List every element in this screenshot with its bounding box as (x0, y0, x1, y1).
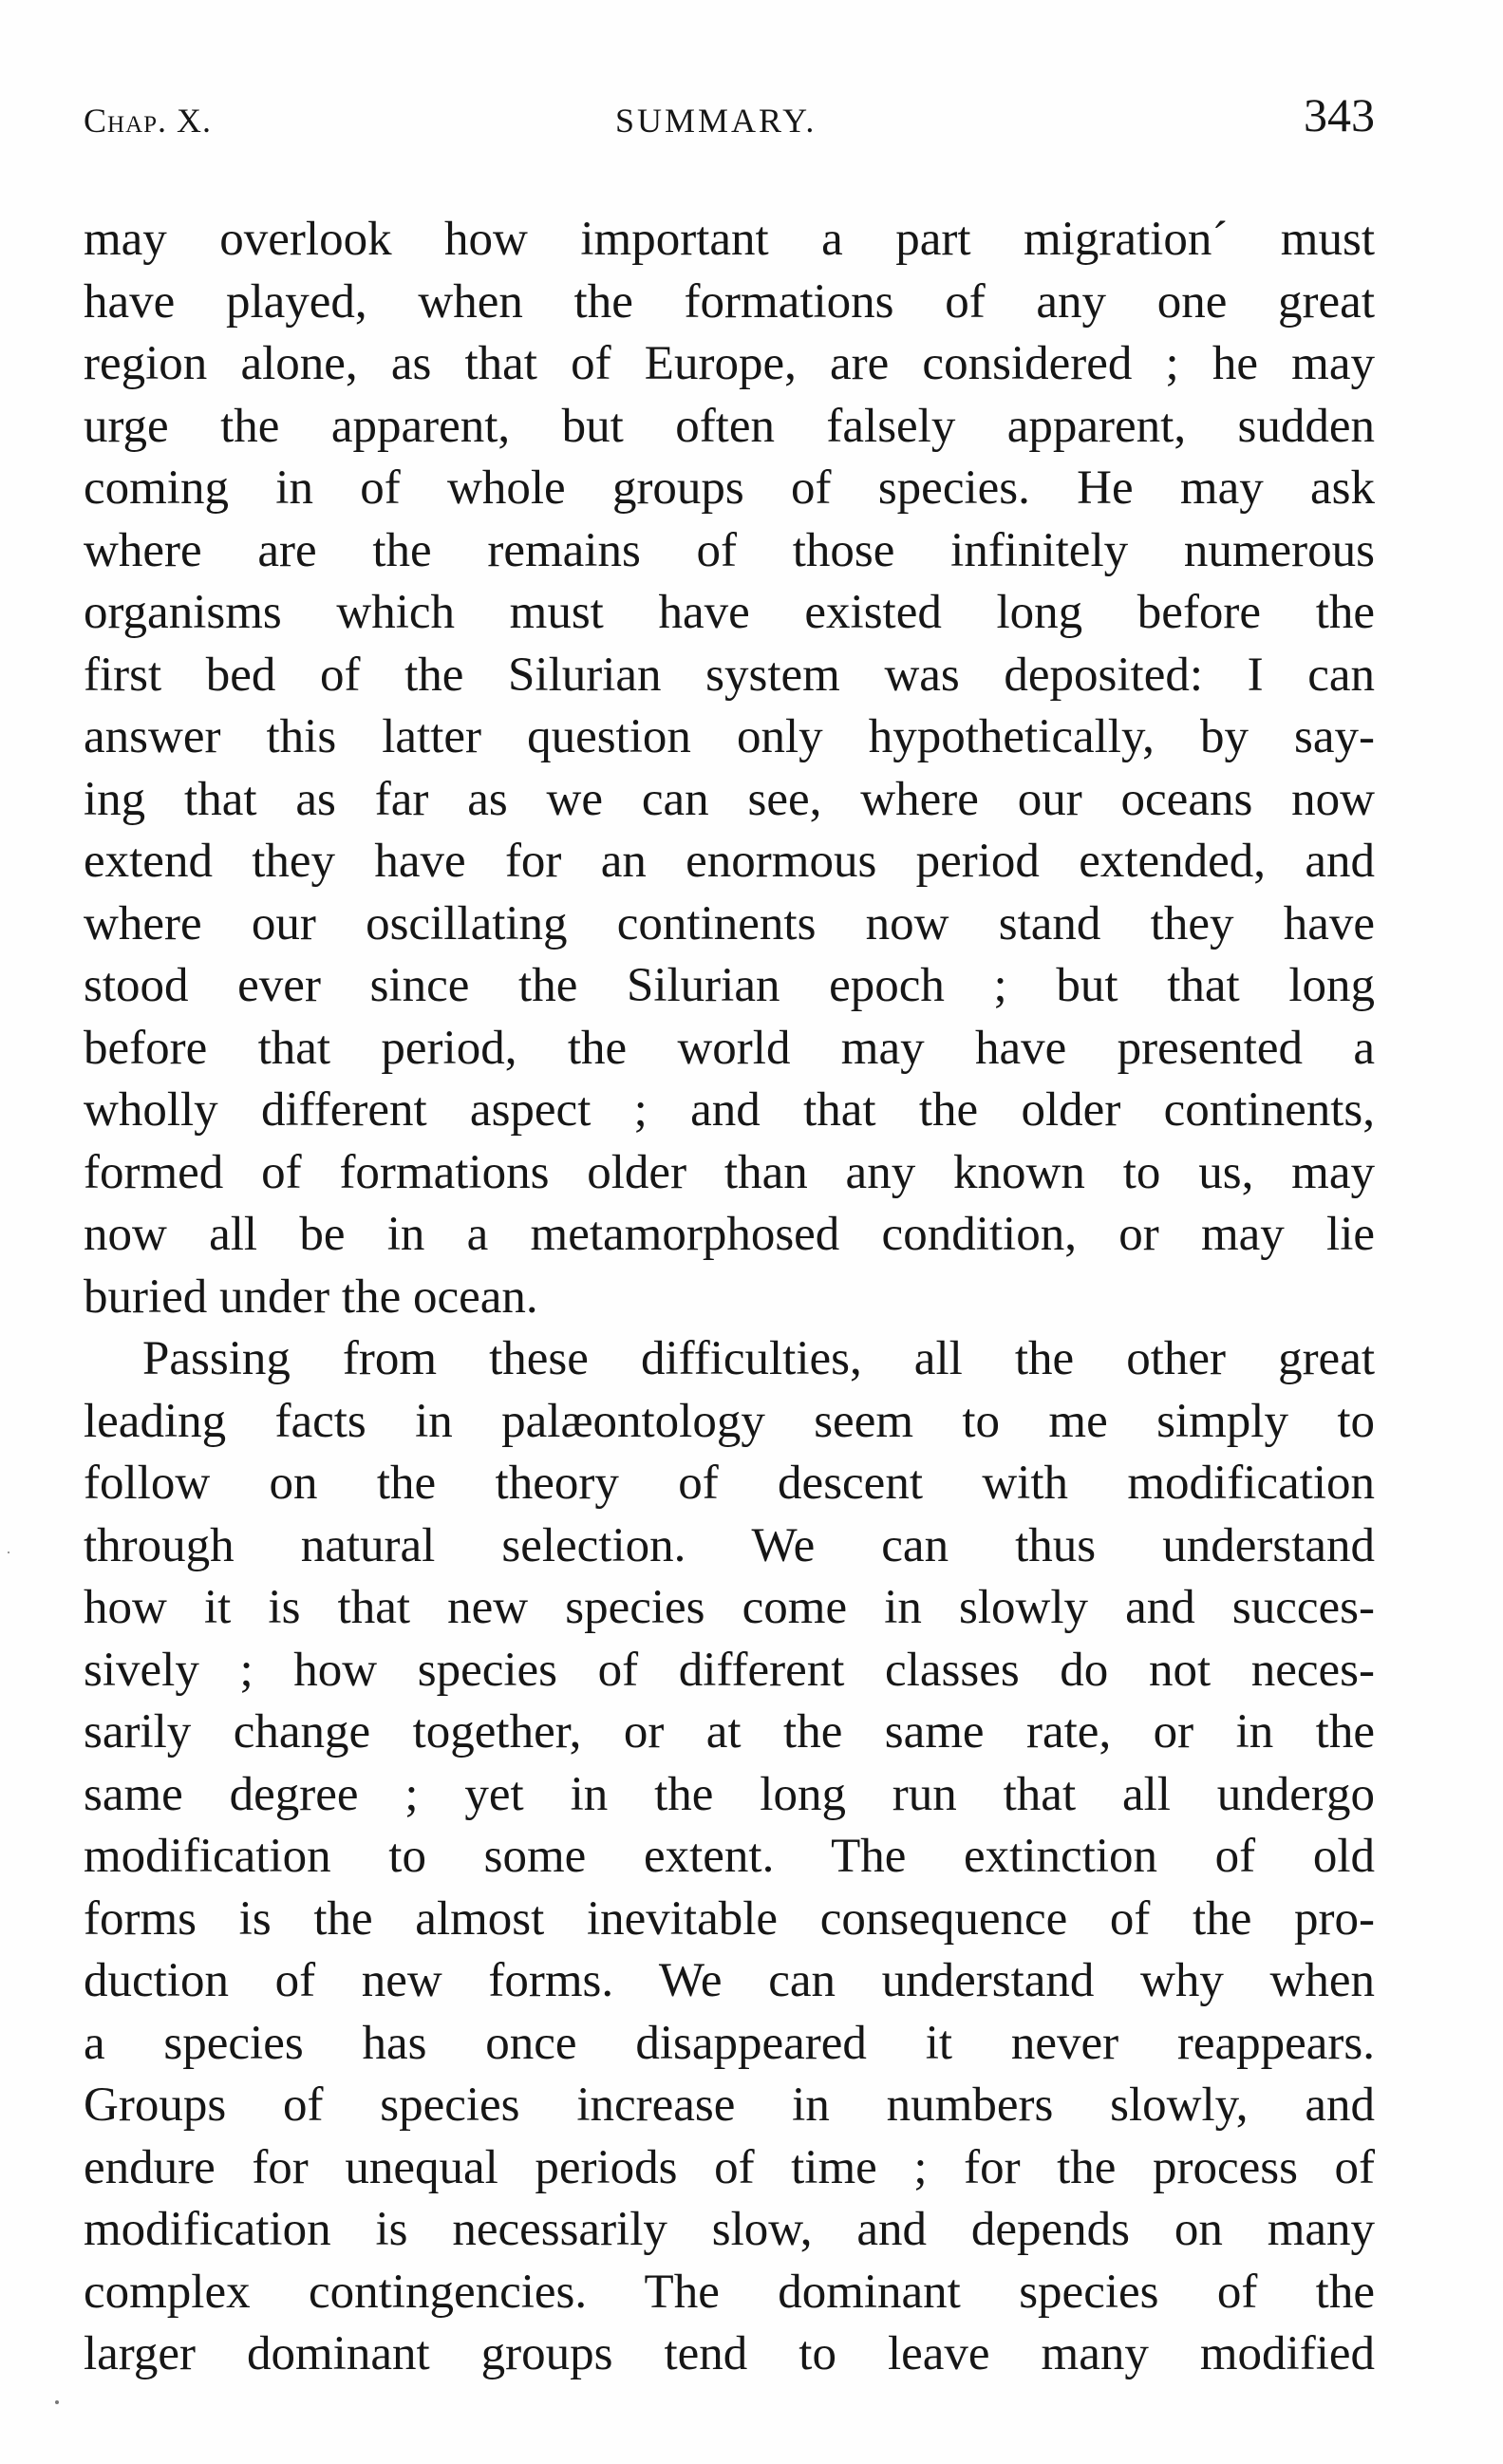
text-line: region alone, as that of Europe, are considered ; he may (84, 337, 1375, 390)
paragraph-1 (84, 209, 1375, 1328)
ink-speck (55, 2400, 59, 2404)
text-line: where our oscillating continents now stand they have (84, 896, 1375, 950)
text-line: extend they have for an enormous period extended, and (84, 835, 1375, 888)
text-line: Groups of species increase in numbers slowly, and (84, 2078, 1375, 2132)
text-line: have played, when the formations of any one great (84, 274, 1375, 329)
body-text (84, 209, 1375, 2386)
text-line: leading facts in palæontology seem to me simply to (84, 1394, 1375, 1448)
text-line: same degree ; yet in the long run that all undergo (84, 1767, 1375, 1821)
text-line: may overlook how important a part migration´ must (84, 213, 1375, 266)
text-line: complex contingencies. The dominant species of the (84, 2265, 1375, 2319)
text-line: larger dominant groups tend to leave many modified (84, 2327, 1375, 2380)
text-line: Passing from these difficulties, all the other great (142, 1332, 1375, 1385)
text-line: modification is necessarily slow, and depends on many (84, 2203, 1375, 2256)
page-number: 343 (1304, 88, 1375, 141)
section-title: SUMMARY. (615, 102, 817, 140)
text-line: answer this latter question only hypothetically, by say- (84, 710, 1375, 763)
text-line: before that period, the world may have presented a (84, 1021, 1375, 1075)
text-line: modification to some extent. The extinction of old (84, 1830, 1375, 1883)
text-line: follow on the theory of descent with modification (84, 1457, 1375, 1510)
text-line: where are the remains of those infinitely numerous (84, 523, 1375, 577)
text-line: a species has once disappeared it never reappears. (84, 2016, 1375, 2070)
text-line: duction of new forms. We can understand why when (84, 1954, 1375, 2007)
text-line: sively ; how species of different classes do not neces- (84, 1643, 1375, 1697)
text-line: stood ever since the Silurian epoch ; but that long (84, 959, 1375, 1012)
text-line: first bed of the Silurian system was deposited: I can (84, 648, 1375, 702)
text-line: endure for unequal periods of time ; for the process of (84, 2140, 1375, 2194)
ink-speck (8, 1552, 9, 1553)
text-line: buried under the ocean. (84, 1270, 538, 1324)
text-line: sarily change together, or at the same rate, or in the (84, 1705, 1375, 1759)
text-line: now all be in a metamorphosed condition, or may lie (84, 1208, 1375, 1261)
text-line: organisms which must have existed long before the (84, 586, 1375, 639)
paragraph-2 (84, 1328, 1375, 2386)
text-line: urge the apparent, but often falsely apparent, sudden (84, 399, 1375, 453)
text-line: wholly different aspect ; and that the older continents, (84, 1083, 1375, 1137)
text-line: formed of formations older than any known to us, may (84, 1145, 1375, 1199)
text-line: coming in of whole groups of species. He may ask (84, 461, 1375, 515)
text-line: how it is that new species come in slowly and succes- (84, 1581, 1375, 1634)
text-line: ing that as far as we can see, where our oceans now (84, 772, 1375, 826)
running-head (84, 87, 1375, 154)
text-line: through natural selection. We can thus understand (84, 1518, 1375, 1572)
text-line: forms is the almost inevitable consequence of the pro- (84, 1891, 1375, 1946)
chapter-label: Chap. X. (84, 102, 213, 140)
